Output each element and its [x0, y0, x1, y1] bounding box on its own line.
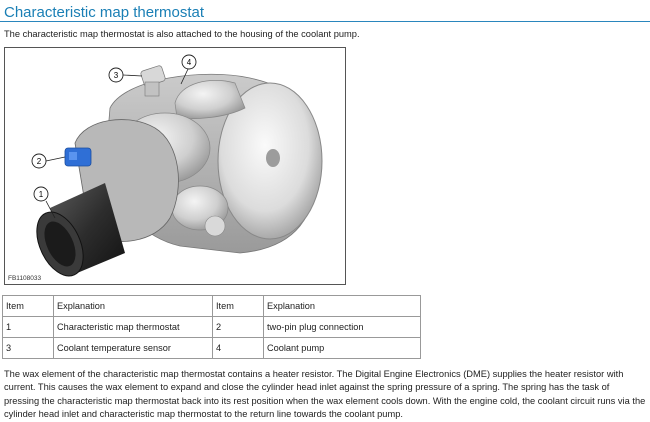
callout-2 — [32, 154, 46, 168]
table-cell: Characteristic map thermostat — [54, 317, 213, 338]
explanation-table — [2, 295, 421, 359]
thermostat-figure — [4, 47, 346, 285]
header-item: Item — [3, 296, 54, 317]
table-cell: two-pin plug connection — [264, 317, 421, 338]
table-cell: 3 — [3, 338, 54, 359]
svg-text:2: 2 — [36, 157, 42, 166]
table-cell: Coolant temperature sensor — [54, 338, 213, 359]
header-explanation: Explanation — [264, 296, 421, 317]
intro-text: The characteristic map thermostat is also attached to the housing of the coolant pump. — [4, 29, 360, 39]
table-cell: 4 — [213, 338, 264, 359]
svg-text:4: 4 — [186, 58, 192, 67]
svg-text:3: 3 — [113, 71, 119, 80]
table-row — [3, 317, 421, 338]
plug-connector — [65, 148, 91, 166]
title-divider — [0, 21, 650, 22]
callout-1 — [34, 187, 48, 201]
header-item: Item — [213, 296, 264, 317]
page-title: Characteristic map thermostat — [4, 4, 205, 21]
table-cell: 1 — [3, 317, 54, 338]
description-paragraph: The wax element of the characteristic map thermostat contains a heater resistor. The Digital Engine Electronics (DME) supplies the heater resistor with current. This causes the wax element to expand and close the cylinder head inlet against the spring pressure of a spring. The spring has the task of pressing the characteristic map thermostat back into its rest position when the wax element cools down. With the engine cold, the coolant circuit runs via the cylinder head inlet and characteristic map thermostat to the return line towards the coolant pump. — [4, 369, 646, 420]
table-header-row — [3, 296, 421, 317]
thermostat-illustration — [5, 48, 345, 284]
callout-4 — [182, 55, 196, 69]
header-explanation: Explanation — [54, 296, 213, 317]
svg-text:1: 1 — [38, 190, 44, 199]
figure-code: FB1108033 — [8, 275, 42, 282]
table-cell: 2 — [213, 317, 264, 338]
table-row — [3, 338, 421, 359]
callout-3 — [109, 68, 123, 82]
table-cell: Coolant pump — [264, 338, 421, 359]
